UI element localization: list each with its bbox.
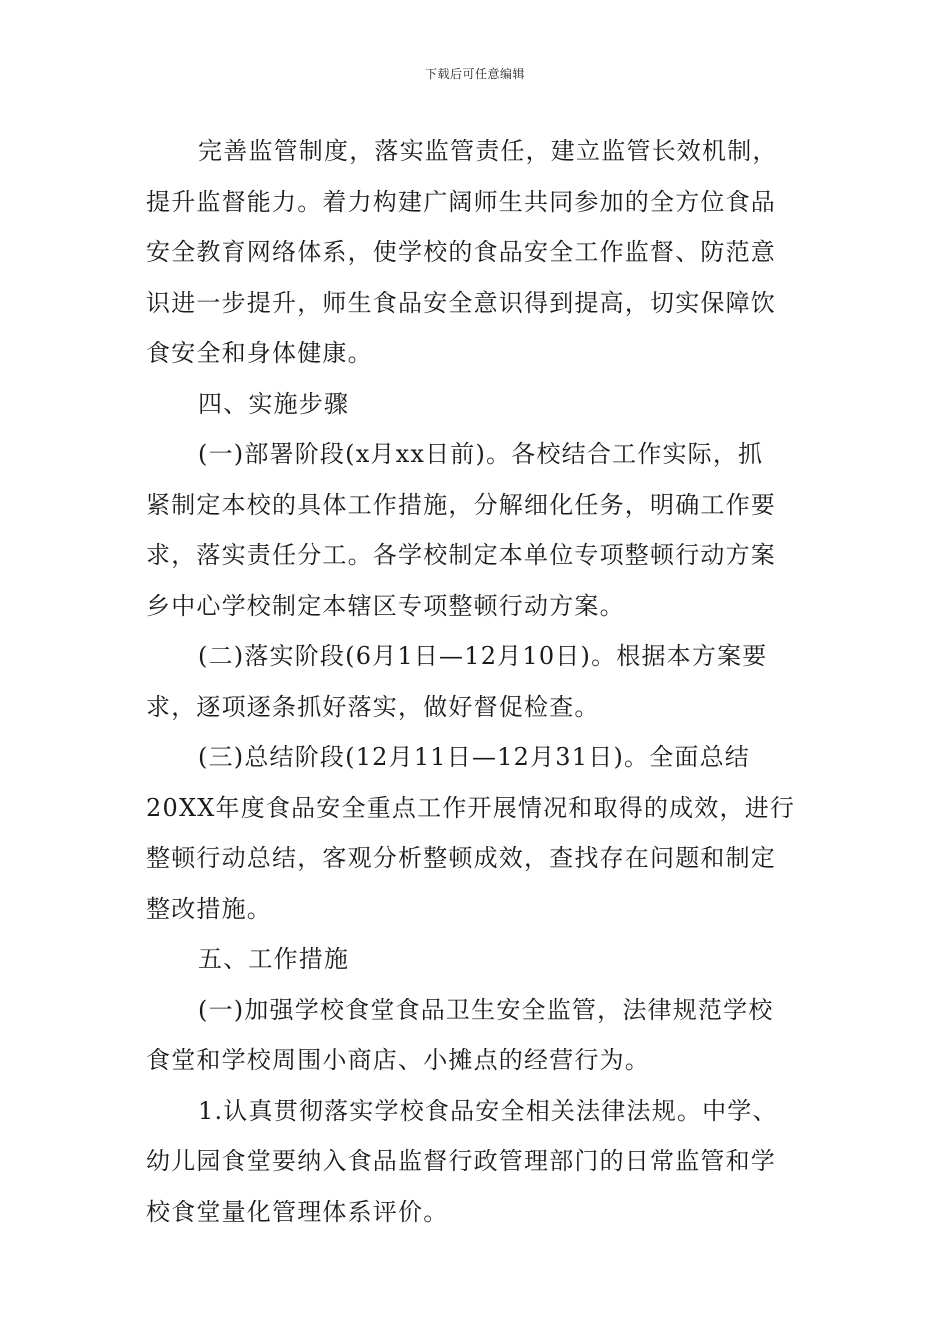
paragraph-line: 校食堂量化管理体系评价。 (146, 1197, 449, 1226)
paragraph-line: 整改措施。 (146, 894, 272, 923)
paragraph-line: 食安全和身体健康。 (146, 339, 373, 367)
page-header: 下载后可任意编辑 (424, 67, 525, 81)
paragraph-line: (二)落实阶段(6月1日—12月10日)。根据本方案要 (198, 642, 768, 670)
paragraph-line: 整顿行动总结，客观分析整顿成效，查找存在问题和制定 (146, 844, 776, 872)
paragraph-line: 紧制定本校的具体工作措施，分解细化任务，明确工作要 (146, 490, 776, 519)
paragraph-line: 提升监督能力。着力构建广阔师生共同参加的全方位食品 (146, 187, 776, 216)
section-heading: 四、实施步骤 (198, 389, 350, 418)
paragraph-line: 求，逐项逐条抓好落实，做好督促检查。 (146, 692, 600, 721)
paragraph-line: 求，落实责任分工。各学校制定本单位专项整顿行动方案 (146, 541, 776, 569)
section-heading: 五、工作措施 (198, 945, 350, 973)
paragraph-line: (三)总结阶段(12月11日—12月31日)。全面总结 (198, 743, 751, 771)
paragraph-line: (一)加强学校食堂食品卫生安全监管，法律规范学校 (198, 995, 774, 1024)
paragraph-line: 1.认真贯彻落实学校食品安全相关法律法规。中学、 (198, 1096, 778, 1125)
paragraph-line: 识进一步提升，师生食品安全意识得到提高，切实保障饮 (146, 288, 776, 317)
paragraph-line: 完善监管制度，落实监管责任，建立监管长效机制， (198, 137, 778, 165)
paragraph-line: 乡中心学校制定本辖区专项整顿行动方案。 (146, 591, 625, 620)
paragraph-line: 安全教育网络体系，使学校的食品安全工作监督、防范意 (146, 238, 776, 266)
paragraph-line: (一)部署阶段(x月xx日前)。各校结合工作实际，抓 (198, 440, 764, 468)
paragraph-line: 食堂和学校周围小商店、小摊点的经营行为。 (146, 1046, 650, 1074)
paragraph-line: 幼儿园食堂要纳入食品监督行政管理部门的日常监管和学 (146, 1147, 776, 1175)
paragraph-line: 20XX年度食品安全重点工作开展情况和取得的成效，进行 (146, 793, 796, 822)
document-body (146, 126, 806, 1237)
